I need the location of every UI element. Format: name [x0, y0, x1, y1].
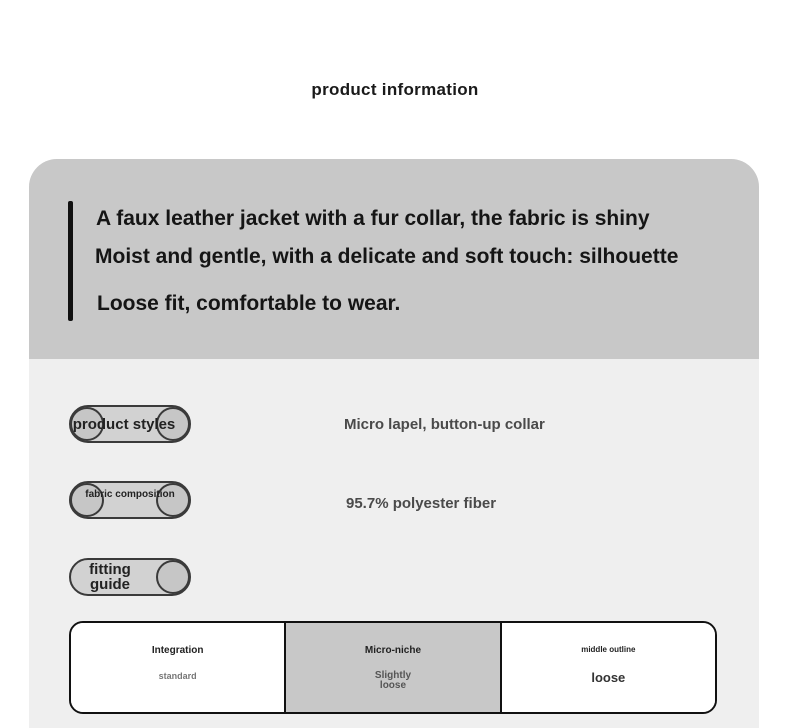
- description-line: Moist and gentle, with a delicate and soft touch: silhouette: [95, 245, 679, 268]
- fitting-guide-table: [69, 621, 717, 714]
- quote-bar: [68, 201, 73, 321]
- spec-label-pill-fitting-guide: [69, 558, 191, 596]
- spec-label: fabric composition: [85, 489, 175, 500]
- description-line: Loose fit, comfortable to wear.: [97, 292, 401, 315]
- spec-value-fabric-composition: 95.7% polyester fiber: [346, 495, 497, 512]
- fit-option-desc: Slightly loose: [374, 670, 412, 691]
- fit-option-micro-niche: [286, 623, 501, 712]
- page-title: product information: [311, 80, 479, 99]
- spec-value-product-styles: Micro lapel, button-up collar: [344, 416, 545, 433]
- spec-label-pill-fabric-composition: [69, 481, 191, 519]
- fit-option-name: Micro-niche: [364, 645, 422, 656]
- fit-option-middle-outline: [502, 623, 715, 712]
- fit-option-integration: [71, 623, 286, 712]
- spec-label-pill-product-styles: [69, 405, 191, 443]
- description-line: A faux leather jacket with a fur collar, the fabric is shiny: [96, 207, 650, 230]
- product-info-card: [29, 159, 759, 728]
- fit-option-desc: loose: [591, 670, 626, 685]
- fit-option-name: middle outline: [581, 645, 636, 654]
- spec-label: product styles: [72, 415, 176, 433]
- description-panel: [29, 159, 759, 359]
- spec-label: fitting guide: [89, 561, 131, 593]
- fit-option-name: Integration: [151, 645, 204, 656]
- fit-option-desc: standard: [158, 671, 197, 681]
